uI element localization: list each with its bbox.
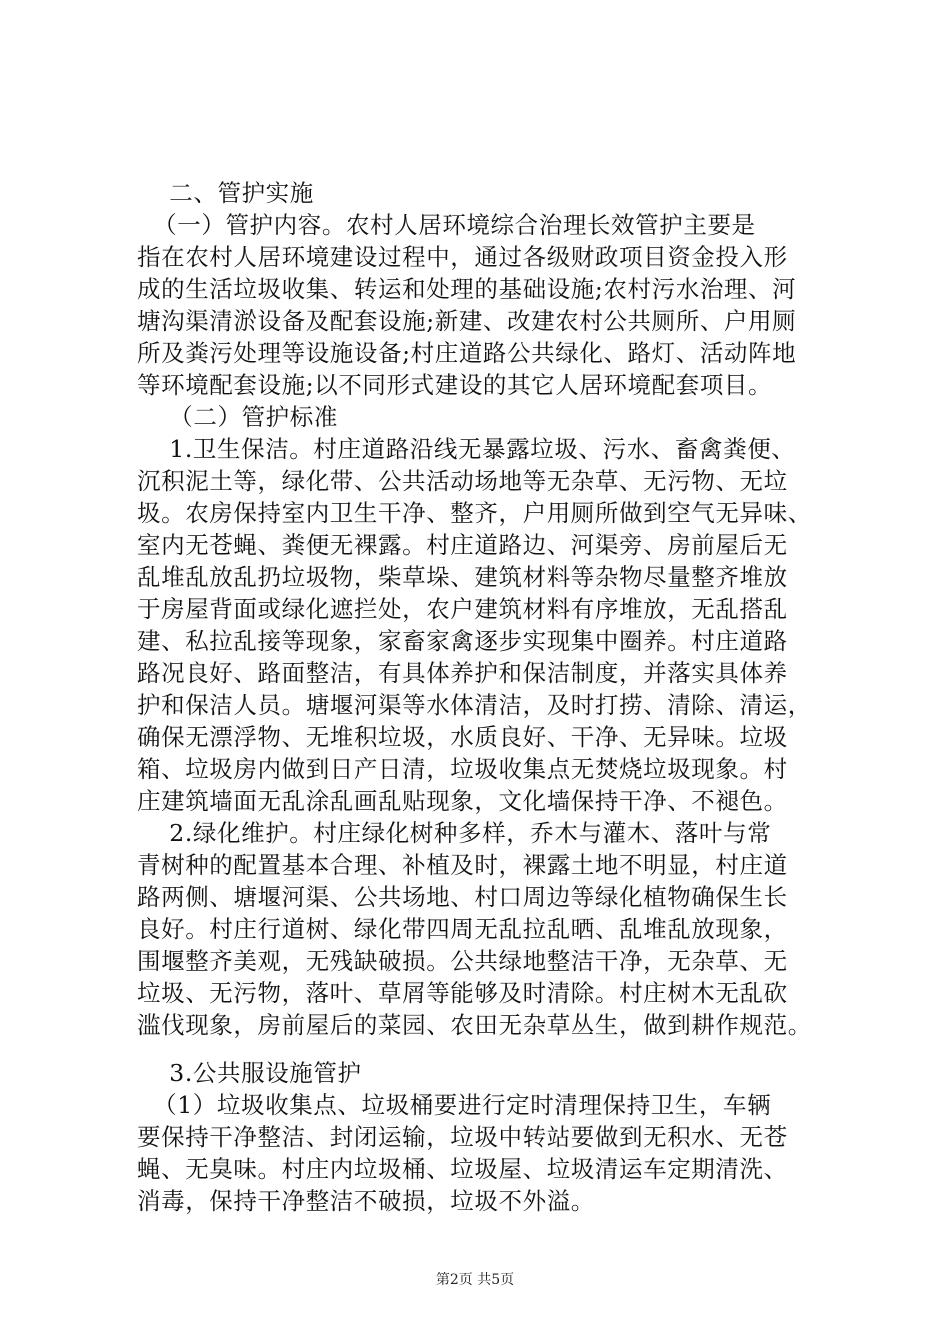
paragraph-line: 乱堆乱放乱扔垃圾物，柴草垛、建筑材料等杂物尽量整齐堆放 — [137, 563, 788, 591]
paragraph-line: 室内无苍蝇、粪便无裸露。村庄道路边、河渠旁、房前屋后无 — [137, 531, 788, 559]
paragraph-line: 确保无漂浮物、无堆积垃圾，水质良好、干净、无异味。垃圾 — [137, 723, 788, 751]
subsection-heading: 3.公共服设施管护 — [137, 1059, 362, 1087]
paragraph-line: 庄建筑墙面无乱涂乱画乱贴现象，文化墙保持干净、不褪色。 — [137, 787, 788, 815]
paragraph-line: 围堰整齐美观，无残缺破损。公共绿地整洁干净，无杂草、无 — [137, 947, 788, 975]
paragraph-line: （一）管护内容。农村人居环境综合治理长效管护主要是 — [137, 211, 756, 239]
section-heading: 二、管护实施 — [137, 179, 314, 207]
paragraph-line: 所及粪污处理等设施设备;村庄道路公共绿化、路灯、活动阵地 — [137, 339, 797, 367]
paragraph-line: 等环境配套设施;以不同形式建设的其它人居环境配套项目。 — [137, 371, 773, 399]
paragraph-line: 青树种的配置基本合理、补植及时，裸露土地不明显，村庄道 — [137, 851, 788, 879]
paragraph-line: 良好。村庄行道树、绿化带四周无乱拉乱晒、乱堆乱放现象， — [137, 915, 788, 943]
paragraph-line: 1.卫生保洁。村庄道路沿线无暴露垃圾、污水、畜禽粪便、 — [137, 435, 796, 463]
paragraph-line: 建、私拉乱接等现象，家畜家禽逐步实现集中圈养。村庄道路 — [137, 627, 788, 655]
paragraph-line: 路两侧、塘堰河渠、公共场地、村口周边等绿化植物确保生长 — [137, 883, 788, 911]
paragraph-line: 要保持干净整洁、封闭运输，垃圾中转站要做到无积水、无苍 — [137, 1123, 788, 1151]
paragraph-line: 垃圾、无污物，落叶、草屑等能够及时清除。村庄树木无乱砍 — [137, 979, 788, 1007]
paragraph-line: 沉积泥土等，绿化带、公共活动场地等无杂草、无污物、无垃 — [137, 467, 788, 495]
paragraph-line: 消毒，保持干净整洁不破损，垃圾不外溢。 — [137, 1187, 595, 1215]
paragraph-line: 2.绿化维护。村庄绿化树种多样，乔木与灌木、落叶与常 — [137, 819, 772, 847]
paragraph-line: 成的生活垃圾收集、转运和处理的基础设施;农村污水治理、河 — [137, 275, 797, 303]
paragraph-line: 圾。农房保持室内卫生干净、整齐，户用厕所做到空气无异味、 — [137, 499, 812, 527]
paragraph-line: 指在农村人居环境建设过程中，通过各级财政项目资金投入形 — [137, 243, 788, 271]
paragraph-line: 蝇、无臭味。村庄内垃圾桶、垃圾屋、垃圾清运车定期清洗、 — [137, 1155, 788, 1183]
paragraph-line: 滥伐现象，房前屋后的菜园、农田无杂草丛生，做到耕作规范。 — [137, 1011, 812, 1039]
paragraph-line: 路况良好、路面整洁，有具体养护和保洁制度，并落实具体养 — [137, 659, 788, 687]
paragraph-line: 塘沟渠清淤设备及配套设施;新建、改建农村公共厕所、户用厕 — [137, 307, 797, 335]
page-number-footer: 第2页 共5页 — [435, 1272, 515, 1288]
paragraph-line: 于房屋背面或绿化遮拦处，农户建筑材料有序堆放，无乱搭乱 — [137, 595, 788, 623]
subsection-heading: （二）管护标准 — [137, 403, 338, 431]
paragraph-line: 箱、垃圾房内做到日产日清，垃圾收集点无焚烧垃圾现象。村 — [137, 755, 788, 783]
paragraph-line: 护和保洁人员。塘堰河渠等水体清洁，及时打捞、清除、清运， — [137, 691, 812, 719]
paragraph-line: （1）垃圾收集点、垃圾桶要进行定时清理保持卫生，车辆 — [137, 1091, 772, 1119]
